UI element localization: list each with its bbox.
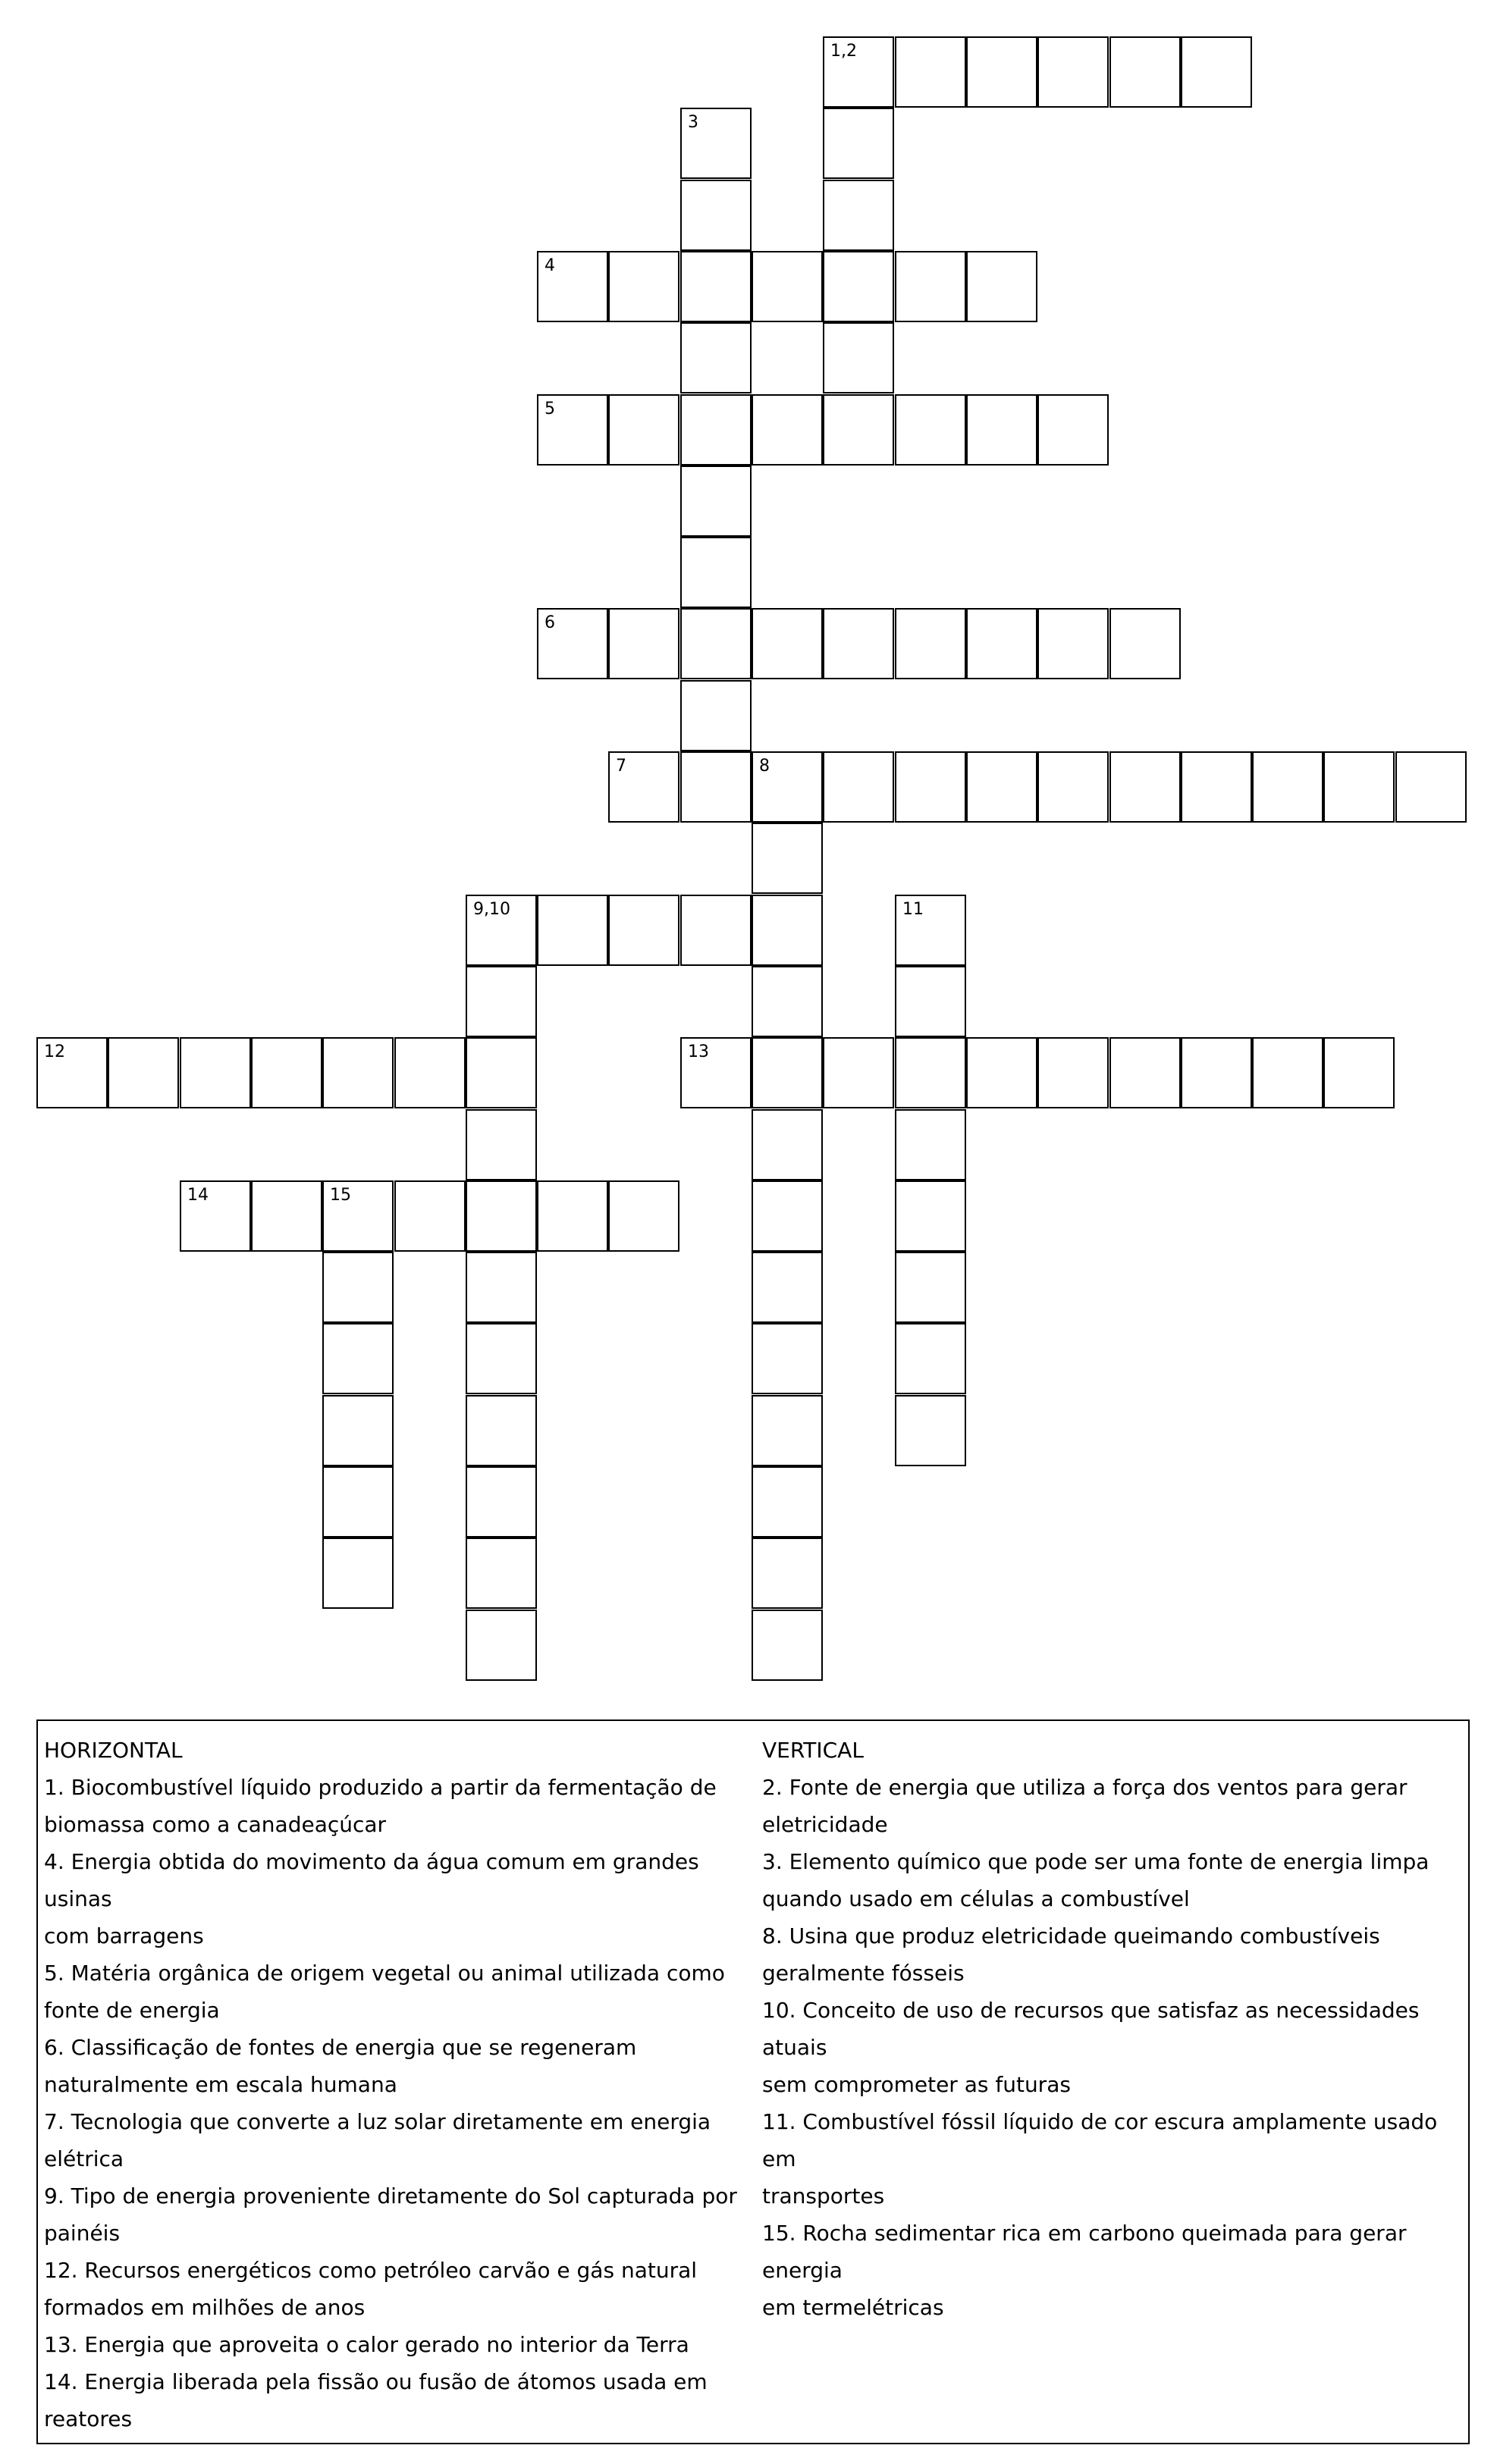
grid-cell[interactable] (466, 1538, 537, 1609)
grid-cell[interactable] (537, 251, 608, 322)
clue-number: 8 (759, 757, 770, 776)
grid-cell[interactable] (680, 680, 752, 751)
grid-cell[interactable] (895, 1109, 966, 1180)
grid-cell[interactable] (108, 1037, 179, 1108)
grid-cell[interactable] (966, 251, 1037, 322)
grid-cell[interactable] (966, 1037, 1037, 1108)
grid-cell[interactable] (1252, 751, 1323, 823)
grid-cell[interactable] (823, 251, 894, 322)
clue-line: biomassa como a canadeaçúcar (44, 1812, 387, 1837)
grid-cell[interactable] (680, 322, 752, 393)
grid-cell[interactable] (466, 895, 537, 966)
grid-cell[interactable] (752, 966, 823, 1037)
grid-cell[interactable] (466, 1395, 537, 1466)
grid-cell[interactable] (895, 36, 966, 108)
clues-box (36, 1719, 1470, 2444)
clue-line: painéis (44, 2221, 121, 2246)
clue-number: 4 (545, 256, 555, 275)
grid-cell[interactable] (251, 1037, 322, 1108)
grid-cell[interactable] (752, 1610, 823, 1681)
clue-line: 15. Rocha sedimentar rica em carbono queimada para gerar energia (762, 2221, 1407, 2283)
grid-cell[interactable] (608, 251, 679, 322)
grid-cell[interactable] (394, 1180, 466, 1252)
clue-number: 15 (330, 1186, 351, 1205)
clue-line: 7. Tecnologia que converte a luz solar diretamente em energia (44, 2109, 711, 2134)
horizontal-clues-column (44, 1732, 749, 2437)
grid-cell[interactable] (1109, 751, 1181, 823)
clue-line: 11. Combustível fóssil líquido de cor escura amplamente usado em (762, 2109, 1438, 2171)
grid-cell[interactable] (895, 1180, 966, 1252)
grid-cell[interactable] (895, 751, 966, 823)
clue-number: 11 (902, 900, 924, 919)
grid-cell[interactable] (680, 1037, 752, 1108)
grid-cell[interactable] (752, 751, 823, 823)
grid-cell[interactable] (823, 108, 894, 179)
grid-cell[interactable] (1252, 1037, 1323, 1108)
grid-cell[interactable] (466, 966, 537, 1037)
grid-cell[interactable] (36, 1037, 108, 1108)
grid-cell[interactable] (680, 751, 752, 823)
grid-cell[interactable] (752, 895, 823, 966)
grid-cell[interactable] (251, 1180, 322, 1252)
clue-number: 12 (44, 1042, 65, 1061)
grid-cell[interactable] (823, 322, 894, 393)
grid-cell[interactable] (322, 1180, 394, 1252)
grid-cell[interactable] (537, 895, 608, 966)
grid-cell[interactable] (752, 1109, 823, 1180)
grid-cell[interactable] (466, 1610, 537, 1681)
clue-line: naturalmente em escala humana (44, 2072, 397, 2097)
clue-number: 6 (545, 613, 555, 632)
grid-cell[interactable] (895, 1252, 966, 1323)
grid-cell[interactable] (823, 394, 894, 466)
clue-line: 6. Classificação de fontes de energia que se regeneram (44, 2035, 637, 2060)
grid-cell[interactable] (608, 895, 679, 966)
grid-cell[interactable] (895, 1323, 966, 1394)
grid-cell[interactable] (1037, 751, 1109, 823)
clue-number: 9,10 (473, 900, 510, 919)
grid-cell[interactable] (895, 251, 966, 322)
clue-line: eletricidade (762, 1812, 888, 1837)
grid-cell[interactable] (1109, 608, 1181, 679)
clue-line: 5. Matéria orgânica de origem vegetal ou animal utilizada como (44, 1961, 725, 1986)
grid-cell[interactable] (322, 1252, 394, 1323)
grid-cell[interactable] (466, 1466, 537, 1538)
grid-cell[interactable] (752, 1180, 823, 1252)
grid-cell[interactable] (466, 1109, 537, 1180)
grid-cell[interactable] (680, 608, 752, 679)
grid-cell[interactable] (322, 1466, 394, 1538)
clue-line: 2. Fonte de energia que utiliza a força dos ventos para gerar (762, 1775, 1408, 1800)
grid-cell[interactable] (895, 895, 966, 966)
grid-cell[interactable] (1181, 1037, 1252, 1108)
clue-number: 14 (187, 1186, 209, 1205)
clue-number: 1,2 (830, 42, 857, 61)
grid-cell[interactable] (322, 1395, 394, 1466)
clue-line: geralmente fósseis (762, 1961, 965, 1986)
grid-cell[interactable] (322, 1037, 394, 1108)
grid-cell[interactable] (966, 751, 1037, 823)
grid-cell[interactable] (537, 394, 608, 466)
clue-line: fonte de energia (44, 1998, 220, 2023)
clue-number: 7 (616, 757, 626, 776)
grid-cell[interactable] (752, 394, 823, 466)
grid-cell[interactable] (966, 608, 1037, 679)
clue-line: 1. Biocombustível líquido produzido a partir da fermentação de (44, 1775, 717, 1800)
grid-cell[interactable] (608, 394, 679, 466)
grid-cell[interactable] (752, 1538, 823, 1609)
grid-cell[interactable] (823, 36, 894, 108)
grid-cell[interactable] (752, 1252, 823, 1323)
clue-line: com barragens (44, 1923, 204, 1948)
grid-cell[interactable] (1037, 36, 1109, 108)
clue-line: 10. Conceito de uso de recursos que satisfaz as necessidades atuais (762, 1998, 1420, 2060)
grid-cell[interactable] (680, 537, 752, 608)
grid-cell[interactable] (895, 1037, 966, 1108)
clue-line: reatores (44, 2406, 133, 2431)
grid-cell[interactable] (823, 1037, 894, 1108)
grid-cell[interactable] (966, 394, 1037, 466)
grid-cell[interactable] (966, 36, 1037, 108)
clue-number: 13 (688, 1042, 709, 1061)
grid-cell[interactable] (537, 608, 608, 679)
grid-cell[interactable] (680, 895, 752, 966)
grid-cell[interactable] (752, 1323, 823, 1394)
grid-cell[interactable] (680, 466, 752, 537)
grid-cell[interactable] (466, 1252, 537, 1323)
clue-line: elétrica (44, 2146, 124, 2171)
grid-cell[interactable] (608, 751, 679, 823)
grid-cell[interactable] (1037, 608, 1109, 679)
vertical-heading: VERTICAL (762, 1738, 864, 1763)
grid-cell[interactable] (180, 1037, 251, 1108)
grid-cell[interactable] (752, 823, 823, 894)
grid-cell[interactable] (1109, 36, 1181, 108)
grid-cell[interactable] (1395, 751, 1467, 823)
clue-number: 5 (545, 400, 555, 419)
clue-line: em termelétricas (762, 2295, 944, 2320)
grid-cell[interactable] (823, 751, 894, 823)
grid-cell[interactable] (608, 608, 679, 679)
grid-cell[interactable] (1109, 1037, 1181, 1108)
grid-cell[interactable] (537, 1180, 608, 1252)
grid-cell[interactable] (1037, 394, 1109, 466)
grid-cell[interactable] (752, 1395, 823, 1466)
grid-cell[interactable] (895, 608, 966, 679)
grid-cell[interactable] (895, 1395, 966, 1466)
grid-cell[interactable] (1181, 751, 1252, 823)
grid-cell[interactable] (752, 1466, 823, 1538)
grid-cell[interactable] (680, 251, 752, 322)
clue-line: 12. Recursos energéticos como petróleo carvão e gás natural (44, 2258, 698, 2283)
clue-number: 3 (688, 113, 698, 132)
clue-line: 14. Energia liberada pela fissão ou fusão de átomos usada em (44, 2369, 708, 2394)
grid-cell[interactable] (895, 966, 966, 1037)
grid-cell[interactable] (180, 1180, 251, 1252)
grid-cell[interactable] (1037, 1037, 1109, 1108)
grid-cell[interactable] (466, 1037, 537, 1108)
grid-cell[interactable] (322, 1538, 394, 1609)
grid-cell[interactable] (752, 251, 823, 322)
grid-cell[interactable] (322, 1323, 394, 1394)
grid-cell[interactable] (680, 394, 752, 466)
grid-cell[interactable] (680, 108, 752, 179)
clue-line: transportes (762, 2183, 885, 2209)
vertical-clues-column (762, 1732, 1464, 2326)
clue-line: sem comprometer as futuras (762, 2072, 1071, 2097)
grid-cell[interactable] (466, 1180, 537, 1252)
grid-cell[interactable] (608, 1180, 679, 1252)
clue-line: formados em milhões de anos (44, 2295, 366, 2320)
grid-cell[interactable] (1323, 751, 1395, 823)
clue-line: 13. Energia que aproveita o calor gerado no interior da Terra (44, 2332, 689, 2357)
clue-line: 8. Usina que produz eletricidade queimando combustíveis (762, 1923, 1380, 1948)
clue-line: 9. Tipo de energia proveniente diretamente do Sol capturada por (44, 2183, 737, 2209)
horizontal-heading: HORIZONTAL (44, 1738, 183, 1763)
grid-cell[interactable] (466, 1323, 537, 1394)
grid-cell[interactable] (752, 1037, 823, 1108)
grid-cell[interactable] (823, 608, 894, 679)
clue-line: 3. Elemento químico que pode ser uma fonte de energia limpa (762, 1849, 1430, 1874)
grid-cell[interactable] (823, 180, 894, 251)
clue-line: 4. Energia obtida do movimento da água comum em grandes usinas (44, 1849, 699, 1911)
grid-cell[interactable] (680, 180, 752, 251)
grid-cell[interactable] (394, 1037, 466, 1108)
grid-cell[interactable] (895, 394, 966, 466)
grid-cell[interactable] (1181, 36, 1252, 108)
clue-line: quando usado em células a combustível (762, 1886, 1190, 1911)
grid-cell[interactable] (752, 608, 823, 679)
grid-cell[interactable] (1323, 1037, 1395, 1108)
